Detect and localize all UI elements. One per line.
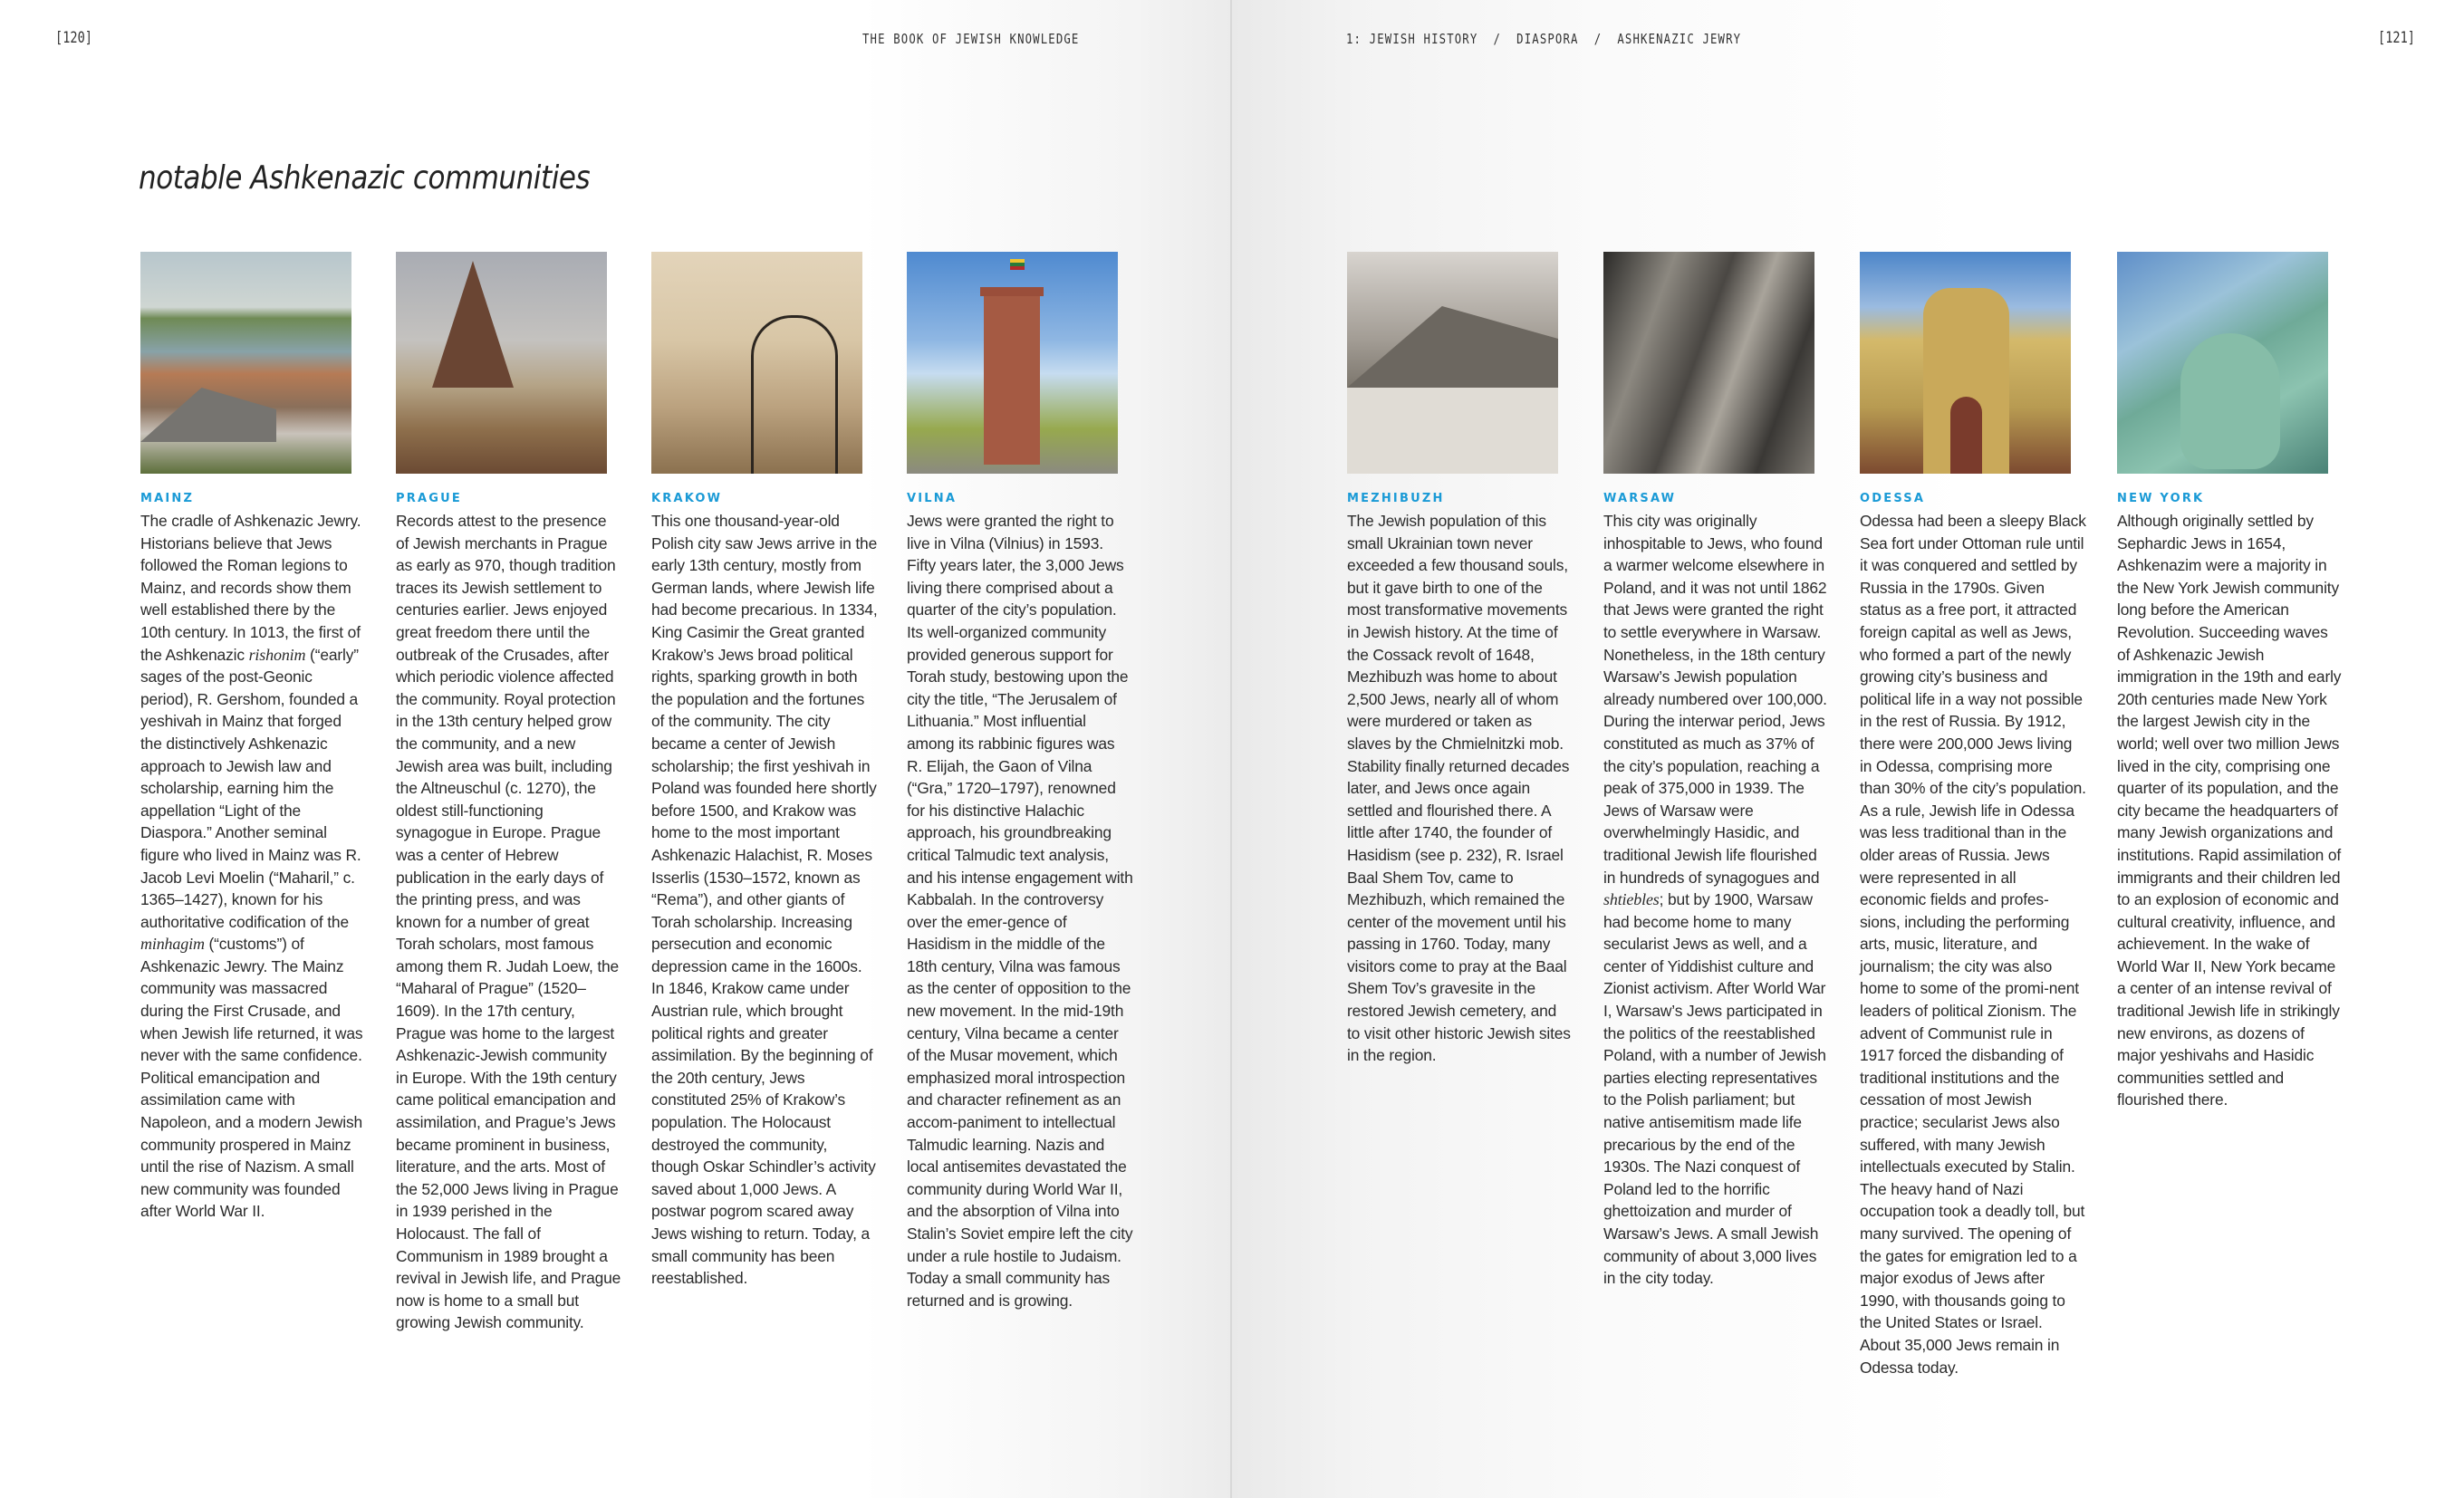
community-warsaw xyxy=(1603,252,1827,1290)
mezhibuzh-photo xyxy=(1347,252,1558,474)
community-name: VILNA xyxy=(907,492,958,505)
italic-term: shtiebles xyxy=(1603,890,1660,909)
community-new-york xyxy=(2117,252,2342,1111)
vilna-photo xyxy=(907,252,1118,474)
community-name: MEZHIBUZH xyxy=(1347,492,1445,505)
community-description xyxy=(140,510,367,1223)
community-description xyxy=(1603,510,1830,1290)
photo-detail xyxy=(1347,388,1558,474)
community-name: NEW YORK xyxy=(2117,492,2205,505)
right-page-number: [121] xyxy=(2378,29,2415,47)
photo-detail xyxy=(751,315,838,474)
italic-term: rishonim xyxy=(248,645,306,664)
photo-detail xyxy=(140,388,276,442)
community-krakow xyxy=(651,252,878,1290)
community-prague xyxy=(396,252,621,1334)
text-run: The cradle of Ashkenazic Jewry. Historians believe that Jews followed the Roman legions to Mainz, and records show them well established there by the 10th century. In 1013, the first of the Ashkenazic xyxy=(140,512,361,664)
community-description: Records attest to the presence of Jewish merchants in Prague as early as 970, though tradition traces its Jewish settlement to centuries earlier. Jews enjoyed great freedom there until the outbreak of the Crusades, after which periodic violence affected the community. Royal protection in the 13th century helped grow the community, and a new Jewish area was built, including the Altneuschul (c. 1270), the oldest still-functioning synagogue in Europe. Prague was a center of Hebrew publication in the early days of the printing press, and was known for a number of great Torah scholars, most famous among them R. Judah Loew, the “Maharal of Prague” (1520–1609). In the 17th century, Prague was home to the largest Ashkenazic-Jewish community in Europe. With the 19th century came political emancipation and assimilation, and Prague’s Jews became prominent in business, literature, and the arts. Most of the 52,000 Jews living in Prague in 1939 perished in the Holocaust. The fall of Communism in 1989 brought a revival in Jewish life, and Prague now is home to a small but growing Jewish community. xyxy=(396,512,621,1332)
community-vilna xyxy=(907,252,1133,1311)
left-running-head: THE BOOK OF JEWISH KNOWLEDGE xyxy=(862,31,1080,47)
community-name: ODESSA xyxy=(1860,492,1926,505)
community-name: MAINZ xyxy=(140,492,195,505)
italic-term: minhagim xyxy=(140,935,205,954)
text-run: (“early” sages of the post-Geonic period), R. Gershom, founded a yeshivah in Mainz that forged the distinctively Ashkenazic approach to Jewish law and scholarship, earning him the appellation “Light of the Diaspora.” Another seminal figure who lived in Mainz was R. Jacob Levi Moelin (“Maharil,” c. 1365–1427), known for his authoritative codification of the xyxy=(140,645,361,931)
community-odessa xyxy=(1860,252,2086,1378)
community-name: WARSAW xyxy=(1603,492,1677,505)
community-description: Although originally settled by Sephardic Jews in 1654, Ashkenazim were a majority in the New York Jewish community long before the American Revolution. Succeeding waves of Ashkenazic Jewish immigration in the 19th and early 20th centuries made New York the largest Jewish city in the world; well over two million Jews lived in the city, comprising one quarter of its population, and the city became the headquarters of many Jewish organizations and institutions. Rapid assimilation of immigrants and their children led to an explosion of economic and cultural creativity, influence, and achievement. In the wake of World War II, New York became a center of an intense revival of traditional Jewish life in strikingly new environs, as dozens of major yeshivahs and Hasidic communities settled and flourished there. xyxy=(2117,512,2342,1109)
photo-detail xyxy=(2180,333,2280,469)
community-name: KRAKOW xyxy=(651,492,723,505)
community-mezhibuzh xyxy=(1347,252,1571,1067)
warsaw-photo xyxy=(1603,252,1814,474)
book-gutter xyxy=(1230,0,1232,1498)
odessa-photo xyxy=(1860,252,2071,474)
community-description: Jews were granted the right to live in Vilna (Vilnius) in 1593. Fifty years later, the 3,000 Jews living there comprised about a quarter of the city’s population. Its well-organized community provided generous support for Torah study, bestowing upon the city the title, “The Jerusalem of Lithuania.” Most influential among its rabbinic figures was R. Elijah, the Gaon of Vilna (“Gra,” 1720–1797), renowned for his distinctive Halachic approach, his groundbreaking critical Talmudic text analysis, and his intense engagement with Kabbalah. In the controversy over the emer-gence of Hasidism in the middle of the 18th century, Vilna was famous as the center of opposition to the new movement. In the mid-19th century, Vilna became a center of the Musar movement, which emphasized moral introspection and character refinement as an accom-paniment to intellectual Talmudic learning. Nazis and local antisemites devastated the community during World War II, and the absorption of Vilna into Stalin’s Soviet empire left the city under a rule hostile to Judaism. Today a small community has returned and is growing. xyxy=(907,512,1133,1310)
community-name: PRAGUE xyxy=(396,492,462,505)
left-page-number: [120] xyxy=(55,29,92,47)
text-run: ; but by 1900, Warsaw had become home to many secularist Jews as well, and a center of Yiddishist culture and Zionist activism. After World War I, Warsaw’s Jews participated in the politics of the reestablished Poland, with a number of Jewish parties electing representatives to the Polish parliament; but native antisemitism made life precarious by the end of the 1930s. The Nazi conquest of Poland led to the horrific ghettoization and murder of Warsaw’s Jews. A small Jewish community of about 3,000 lives in the city today. xyxy=(1603,890,1826,1288)
right-running-head: 1: JEWISH HISTORY / DIASPORA / ASHKENAZIC JEWRY xyxy=(1346,31,1742,47)
community-mainz xyxy=(140,252,363,1223)
text-run: This city was originally inhospitable to Jews, who found a warmer welcome elsewhere in Poland, and it was not until 1862 that Jews were granted the right to settle everywhere in Warsaw. Nonetheless, in the 18th century Warsaw’s Jewish population already numbered over 100,000. During the interwar period, Jews constituted as much as 37% of the city’s population, reaching a peak of 375,000 in 1939. The Jews of Warsaw were overwhelmingly Hasidic, and traditional Jewish life flourished in hundreds of synagogues and xyxy=(1603,512,1827,887)
new-york-photo xyxy=(2117,252,2328,474)
krakow-photo xyxy=(651,252,862,474)
section-title: notable Ashkenazic communities xyxy=(139,159,591,197)
photo-detail xyxy=(1923,288,2009,474)
community-description: The Jewish population of this small Ukrainian town never exceeded a few thousand souls, but it gave birth to one of the most transformative movements in Jewish history. At the time of the Cossack revolt of 1648, Mezhibuzh was home to about 2,500 Jews, nearly all of whom were murdered or taken as slaves by the Chmielnitzki mob. Stability finally returned decades later, and Jews once again settled and flourished there. A little after 1740, the founder of Hasidism (see p. 232), R. Israel Baal Shem Tov, came to Mezhibuzh, which remained the center of the movement until his passing in 1760. Today, many visitors come to pray at the Baal Shem Tov’s gravesite in the restored Jewish cemetery, and to visit other historic Jewish sites in the region. xyxy=(1347,512,1571,1065)
community-description: This one thousand-year-old Polish city saw Jews arrive in the early 13th century, mostly from German lands, where Jewish life had become precarious. In 1334, King Casimir the Great granted Krakow’s Jews broad political rights, sparking growth in both the population and the fortunes of the community. The city became a center of Jewish scholarship; the first yeshivah in Poland was founded here shortly before 1500, and Krakow was home to the most important Ashkenazic Halachist, R. Moses Isserlis (1530–1572, known as “Rema”), and other giants of Torah scholarship. Increasing persecution and economic depression came in the 1600s. In 1846, Krakow came under Austrian rule, which brought political rights and greater assimilation. By the beginning of the 20th century, Jews constituted 25% of Krakow’s population. The Holocaust destroyed the community, though Oskar Schindler’s activity saved about 1,000 Jews. A postwar pogrom scared away Jews wishing to return. Today, a small community has been reestablished. xyxy=(651,512,878,1288)
community-description: Odessa had been a sleepy Black Sea fort under Ottoman rule until it was conquered and settled by Russia in the 1790s. Given status as a free port, it attracted foreign capital as well as Jews, who formed a part of the newly growing city’s business and political life in a way not possible in the rest of Russia. By 1912, there were 200,000 Jews living in Odessa, comprising more than 30% of the city’s population. As a rule, Jewish life in Odessa was less traditional than in the older areas of Russia. Jews were represented in all economic fields and profes-sions, including the performing arts, music, literature, and journalism; the city was also home to some of the promi-nent leaders of political Zionism. The advent of Communist rule in 1917 forced the disbanding of traditional institutions and the cessation of most Jewish practice; secularist Jews also suffered, with many Jewish intellectuals executed by Stalin. The heavy hand of Nazi occupation took a deadly toll, but many survived. The opening of the gates for emigration led to a major exodus of Jews after 1990, with thousands going to the United States or Israel. About 35,000 Jews remain in Odessa today. xyxy=(1860,512,2086,1377)
photo-detail xyxy=(984,293,1040,465)
flag-detail xyxy=(1010,259,1025,270)
mainz-photo xyxy=(140,252,351,474)
text-run: (“customs”) of Ashkenazic Jewry. The Mainz community was massacred during the First Crusade, and when Jewish life returned, it was never with the same confidence. Political emancipation and assimilation came with Napoleon, and a modern Jewish community prospered in Mainz until the rise of Nazism. A small new community was founded after World War II. xyxy=(140,935,363,1221)
photo-detail xyxy=(432,261,514,388)
photo-detail xyxy=(1347,306,1558,388)
prague-photo xyxy=(396,252,607,474)
